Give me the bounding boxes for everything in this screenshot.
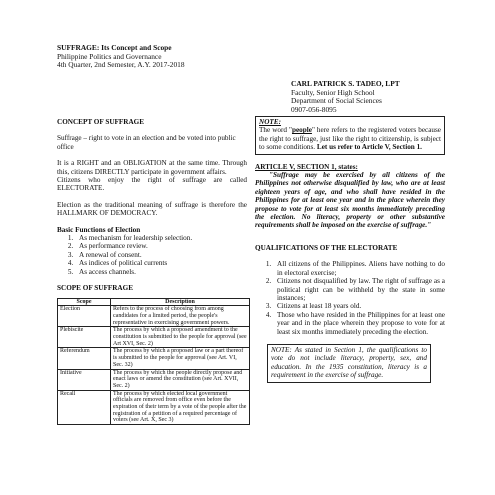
list-item: 2. Citizens not disqualified by law. The right of suffrage as a political right can be withheld by the state in some instances; bbox=[273, 277, 445, 302]
table-header-row bbox=[58, 298, 250, 306]
scope-cell: Referendum bbox=[58, 348, 111, 369]
author-phone: 0907-056-8095 bbox=[291, 104, 337, 114]
scope-heading: SCOPE OF SUFFRAGE bbox=[57, 284, 134, 293]
term: 4th Quarter, 2nd Semester, A.Y. 2017-2018 bbox=[57, 60, 185, 70]
list-item: 1. All citizens of the Philippines. Aliens have nothing to do in electoral exercise; bbox=[273, 260, 445, 277]
note-box-literacy: NOTE: As stated in Section 1, the qualifications to vote do not include literacy, property, sex, and education. In the 1935 constitution, literacy is a requirement in the exercise of suffrage. bbox=[267, 344, 431, 383]
course-name: Philippine Politics and Governance bbox=[57, 51, 162, 61]
list-item: 2. As performance review. bbox=[75, 242, 247, 250]
list-item: 3. Citizens at least 18 years old. bbox=[273, 302, 445, 310]
document-title: SUFFRAGE: Its Concept and Scope bbox=[57, 43, 172, 52]
table-row bbox=[58, 348, 250, 369]
description-cell: The process by which elected local government officials are removed from office even before the expiration of their term by a vote of the people after the registration of a petition of a required percentage of voters (see Art. X, Sec 3) bbox=[111, 390, 250, 425]
article-quote: "Suffrage may be exercised by all citizens of the Philippines not otherwise disqualified by law, who are at least eighteen years of age, and who shall have resided in the Philippines for at least one year and in the place wherein they propose to vote for at least six months immediately preceding the election. No literacy, property or other substantive requirements shall be imposed on the exercise of suffrage." bbox=[255, 171, 445, 230]
table-row bbox=[58, 390, 250, 425]
hallmark-text: Election as the traditional meaning of suffrage is therefore the HALLMARK OF DEMOCRACY. bbox=[57, 200, 247, 218]
list-item: 4. As indices of political currents bbox=[75, 259, 247, 267]
list-item: 3. A renewal of consent. bbox=[75, 251, 247, 259]
note-keyword: people bbox=[291, 126, 312, 135]
scope-table bbox=[57, 298, 250, 426]
author-role: Faculty, Senior High School bbox=[291, 87, 375, 97]
right-obligation-text: It is a RIGHT and an OBLIGATION at the same time. Through this, citizens DIRECTLY participate in government affairs. bbox=[57, 159, 247, 176]
note-text-a: The word " bbox=[259, 126, 292, 135]
list-item: 4. Those who have resided in the Philippines for at least one year and in the place wherein they propose to vote for at least six months immediately preceding the election. bbox=[273, 311, 445, 336]
author-block bbox=[291, 80, 451, 114]
author-name: CARL PATRICK S. TADEO, LPT bbox=[291, 79, 400, 88]
note-box-people bbox=[255, 116, 445, 155]
left-column bbox=[57, 118, 247, 425]
note-text-b: " here refers to the registered voters because the right to suffrage, just like the right to citizenship, is subject to some conditions. bbox=[259, 126, 441, 152]
list-item: 5. As access channels. bbox=[75, 268, 247, 276]
electorate-text: Citizens who enjoy the right of suffrage are called ELECTORATE. bbox=[57, 176, 247, 193]
author-department: Department of Social Sciences bbox=[291, 96, 382, 106]
functions-heading: Basic Functions of Election bbox=[57, 225, 141, 234]
functions-list bbox=[57, 234, 247, 276]
scope-cell: Election bbox=[58, 306, 111, 327]
list-item: 1. As mechanism for leadership selection. bbox=[75, 234, 247, 242]
table-row bbox=[58, 306, 250, 327]
qualifications-heading: QUALIFICATIONS OF THE ELECTORATE bbox=[255, 243, 398, 252]
suffrage-definition: Suffrage – right to vote in an election and be voted into public office bbox=[57, 134, 236, 151]
concept-heading: CONCEPT OF SUFFRAGE bbox=[57, 118, 145, 126]
right-column bbox=[255, 116, 445, 383]
note-reference: Let us refer to Article V, Section 1. bbox=[316, 143, 422, 152]
note-label: NOTE: bbox=[259, 118, 281, 126]
description-cell: Refers to the process of choosing from among candidates for a limited period, the people's representative in exercising government powers. bbox=[111, 306, 250, 327]
article-heading: ARTICLE V, SECTION 1, states: bbox=[255, 162, 358, 171]
table-row bbox=[58, 327, 250, 348]
description-cell: The process by which the people directly propose and enact laws or amend the constitution (see Art. XVII, Sec. 2) bbox=[111, 369, 250, 390]
description-cell: The process by which a proposed law or a part thereof is submitted to the people for approval (see Art. VI, Sec. 32) bbox=[111, 348, 250, 369]
column-header-description: Description bbox=[111, 298, 250, 306]
scope-cell: Recall bbox=[58, 390, 111, 425]
document-header bbox=[57, 44, 277, 70]
column-header-scope: Scope bbox=[58, 298, 111, 306]
description-cell: The process by which a proposed amendment to the constitution is submitted to the people for approval (see Art XVI, Sec. 2) bbox=[111, 327, 250, 348]
table-row bbox=[58, 369, 250, 390]
scope-cell: Plebiscite bbox=[58, 327, 111, 348]
scope-cell: Initiative bbox=[58, 369, 111, 390]
qualifications-section bbox=[255, 260, 445, 336]
qualifications-list bbox=[255, 260, 445, 336]
